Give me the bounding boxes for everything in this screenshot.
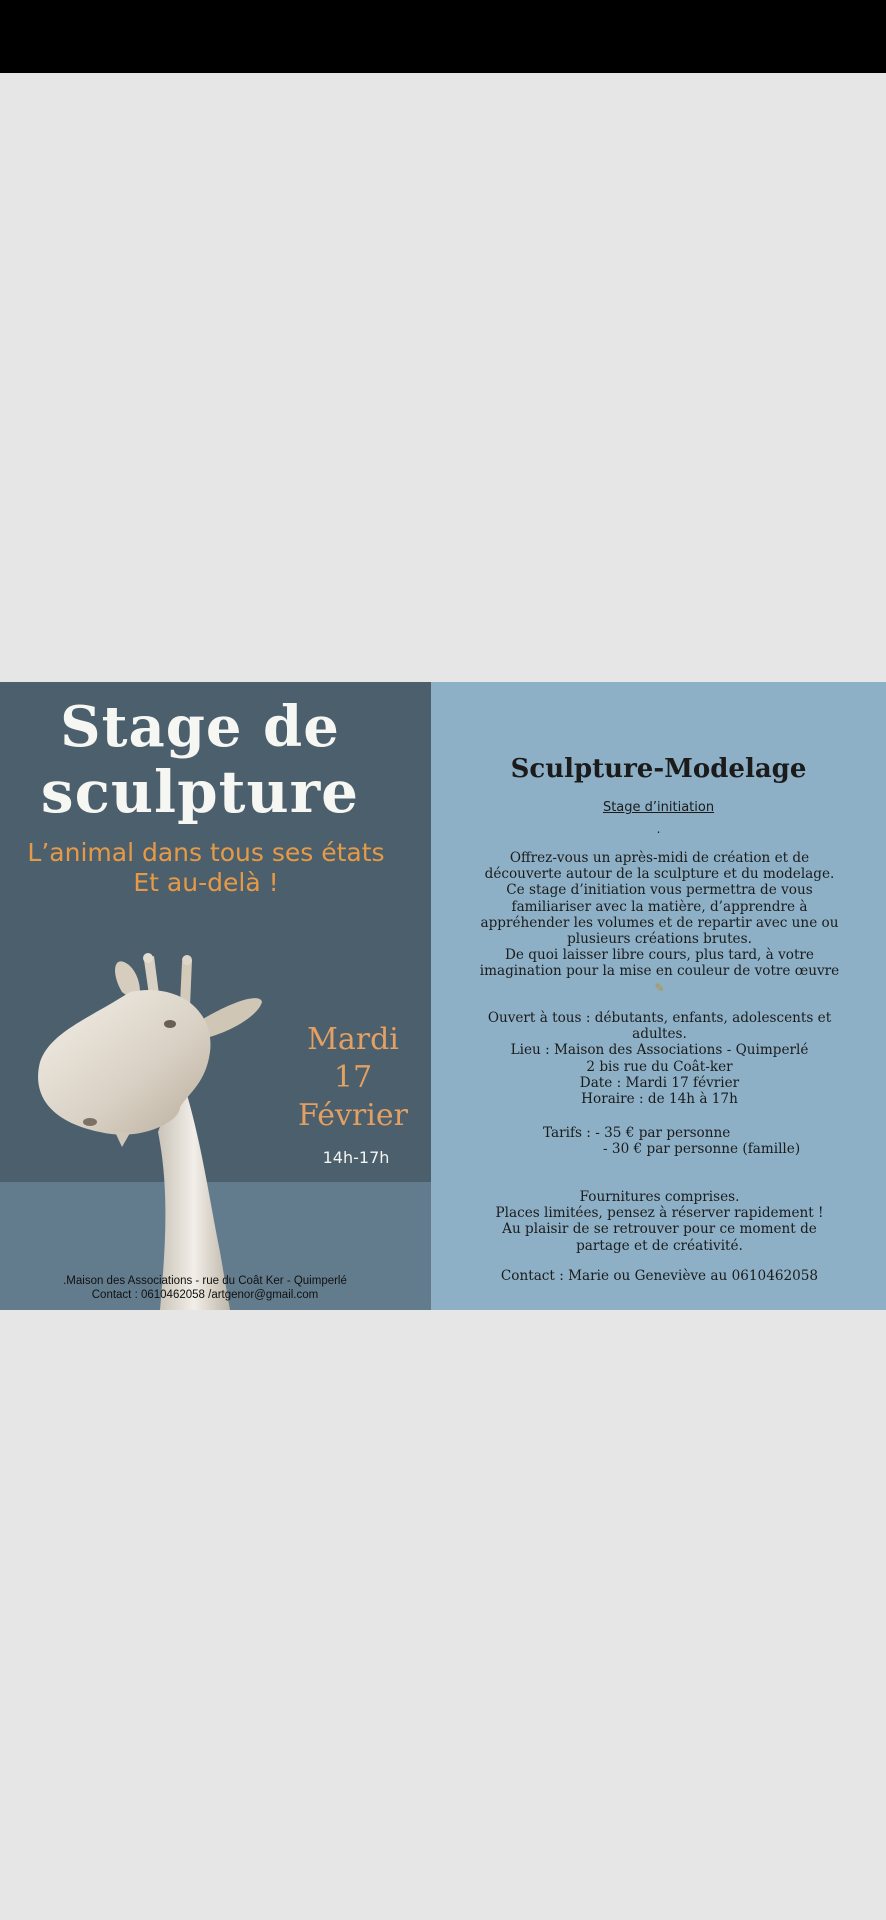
flyer-left-panel (0, 682, 431, 1310)
notes-line: Places limitées, pensez à réserver rapidement ! (495, 1205, 824, 1222)
flyer-right-contact: Contact : Marie ou Geneviève au 0610462058 (500, 1268, 819, 1284)
pencil-icon: ✎ (654, 980, 665, 995)
flyer-image[interactable] (0, 682, 886, 1310)
flyer-subtitle-line1: L’animal dans tous ses états (27, 838, 385, 867)
flyer-date-number: 17 (333, 1060, 373, 1095)
description-line: imagination pour la mise en couleur de votre œuvre (479, 963, 840, 980)
description-line: Offrez-vous un après-midi de création et de (509, 850, 810, 866)
flyer-right-dot: . (656, 822, 661, 836)
details-line: Date : Mardi 17 février (579, 1074, 740, 1091)
details-line: Lieu : Maison des Associations - Quimperlé (510, 1042, 809, 1059)
flyer-right-title: Sculpture-Modelage (510, 754, 807, 784)
details-line: Horaire : de 14h à 17h (581, 1091, 738, 1108)
flyer-date-day: Mardi (307, 1022, 399, 1057)
details-line: Ouvert à tous : débutants, enfants, adolescents et (487, 1010, 832, 1026)
description-line: familiariser avec la matière, d’apprendre à (511, 898, 808, 915)
tarifs-line: Tarifs : - 35 € par personne (543, 1125, 731, 1141)
details-line: 2 bis rue du Coât-ker (586, 1058, 733, 1075)
details-line: adultes. (632, 1026, 687, 1043)
description-line: plusieurs créations brutes. (567, 931, 752, 948)
flyer-address-line: .Maison des Associations - rue du Coât Ker - Quimperlé (63, 1275, 347, 1287)
flyer-details (435, 1010, 884, 1107)
flyer-notes (435, 1189, 884, 1254)
description-line: De quoi laisser libre cours, plus tard, à votre (505, 947, 814, 964)
flyer-right-subtitle: Stage d’initiation (602, 800, 715, 815)
status-bar (0, 0, 886, 73)
flyer-subtitle-line2: Et au-delà ! (133, 868, 279, 897)
flyer-title-line1: Stage de (60, 694, 340, 760)
flyer-hours: 14h-17h (322, 1148, 390, 1167)
description-line: Ce stage d’initiation vous permettra de vous (506, 882, 813, 899)
tarifs-line: - 30 € par personne (famille) (603, 1141, 801, 1158)
description-line: découverte autour de la sculpture et du modelage. (484, 866, 835, 883)
flyer-contact-line: Contact : 0610462058 /artgenor@gmail.com (91, 1289, 319, 1301)
description-line: appréhender les volumes et de repartir avec une ou (480, 914, 839, 931)
flyer-tarifs (543, 1125, 863, 1157)
notes-line: Au plaisir de se retrouver pour ce moment de (502, 1221, 817, 1238)
notes-line: Fournitures comprises. (579, 1189, 740, 1205)
flyer-description (435, 850, 884, 996)
flyer-title-line2: sculpture (40, 758, 360, 826)
flyer-date-month: Février (298, 1098, 408, 1133)
flyer-right-panel (431, 682, 886, 1310)
notes-line: partage et de créativité. (576, 1237, 743, 1254)
